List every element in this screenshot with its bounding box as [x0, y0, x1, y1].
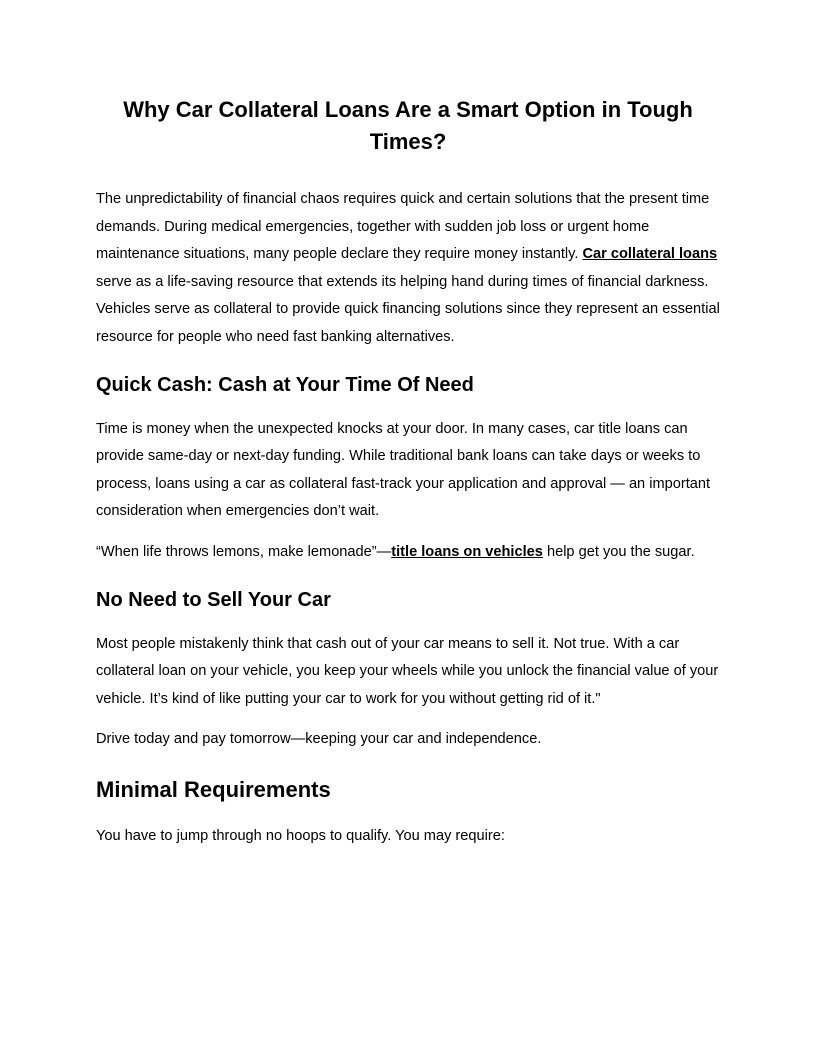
page-title: Why Car Collateral Loans Are a Smart Option in Tough Times? [123, 97, 693, 154]
title-loans-on-vehicles-link[interactable]: title loans on vehicles [391, 543, 543, 560]
intro-paragraph [96, 186, 720, 352]
drive-today-paragraph: Drive today and pay tomorrow—keeping your car and independence. [96, 731, 542, 748]
section-heading-quick-cash: Quick Cash: Cash at Your Time Of Need [96, 373, 474, 396]
quote-text-before: “When life throws lemons, make lemonade”— [96, 543, 392, 560]
car-collateral-loans-link[interactable]: Car collateral loans [582, 246, 718, 263]
section-heading-minimal-requirements: Minimal Requirements [96, 776, 331, 802]
no-need-to-sell-paragraph: Most people mistakenly think that cash out of your car means to sell it. Not true. With a car collateral loan on your vehicle, you keep your wheels while you unlock the financial value of your vehicle. It’s kind of like putting your car to work for you without getting rid of it." [96, 635, 719, 707]
minimal-requirements-paragraph: You have to jump through no hoops to qualify. You may require: [96, 827, 505, 844]
quote-text-after: help get you the sugar. [542, 543, 695, 560]
intro-text-before: The unpredictability of financial chaos requires quick and certain solutions that the present time demands. During medical emergencies, together with sudden job loss or urgent home maintenance situations, many people declare they require money instantly. [96, 191, 710, 263]
intro-text-after: serve as a life-saving resource that extends its helping hand during times of financial darkness. Vehicles serve as collateral to provide quick financing solutions since they represent an essential resource for people who need fast banking alternatives. [96, 273, 720, 345]
section-heading-no-need-to-sell: No Need to Sell Your Car [96, 588, 331, 611]
quick-cash-paragraph: Time is money when the unexpected knocks at your door. In many cases, car title loans can provide same-day or next-day funding. While traditional bank loans can take days or weeks to process, loans using a car as collateral fast-track your application and approval — an important consideration when emergencies don’t wait. [96, 420, 711, 520]
lemonade-quote-paragraph [96, 539, 720, 567]
